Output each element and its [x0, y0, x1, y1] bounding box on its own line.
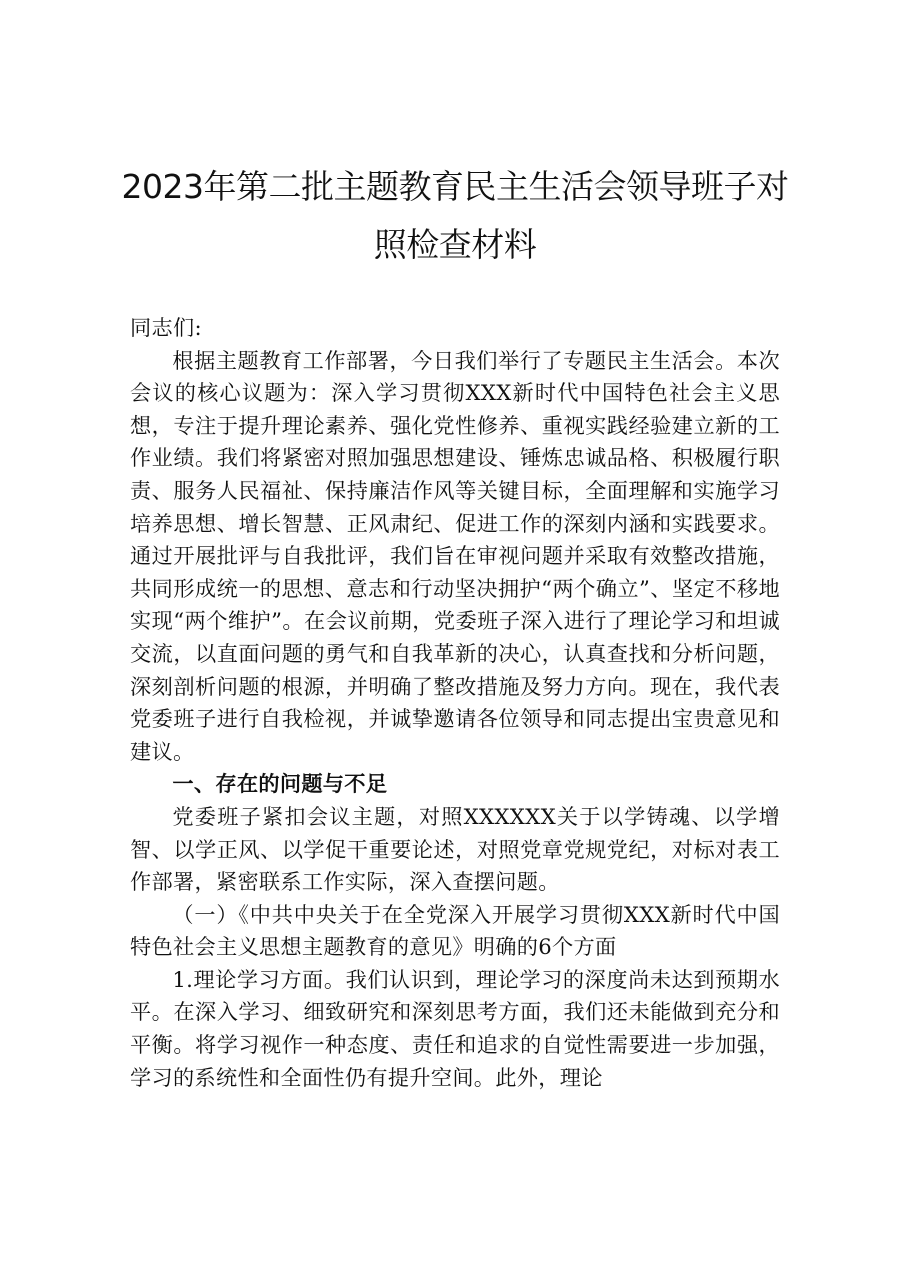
section-heading-problems: 一、存在的问题与不足: [172, 771, 388, 797]
salutation: 同志们:: [130, 315, 202, 340]
subsection-heading: （一）《中共中央关于在全党深入开展学习贯彻XXX新时代中国特色社会主义思想主题教育的意见》明确的6个方面: [130, 901, 780, 960]
document-body: [130, 312, 780, 1094]
intro-paragraph: 根据主题教育工作部署，今日我们举行了专题民主生活会。本次会议的核心议题为：深入学习贯彻XXX新时代中国特色社会主义思想，专注于提升理论素养、强化党性修养、重视实践经验建立新的工作业绩。我们将紧密对照加强思想建设、锤炼忠诚品格、积极履行职责、服务人民福祉、保持廉洁作风等关键目标，全面理解和实施学习培养思想、增长智慧、正风肃纪、促进工作的深刻内涵和实践要求。通过开展批评与自我批评，我们旨在审视问题并采取有效整改措施，共同形成统一的思想、意志和行动坚决拥护“两个确立”、坚定不移地实现“两个维护”。在会议前期，党委班子深入进行了理论学习和坦诚交流，以直面问题的勇气和自我革新的决心，认真查找和分析问题，深刻剖析问题的根源，并明确了整改措施及努力方向。现在，我代表党委班子进行自我检视，并诚挚邀请各位领导和同志提出宝贵意见和建议。: [130, 347, 780, 764]
section-paragraph: 党委班子紧扣会议主题，对照XXXXXX关于以学铸魂、以学增智、以学正风、以学促干重要论述，对照党章党规党纪，对标对表工作部署，紧密联系工作实际，深入查摆问题。: [130, 803, 780, 895]
document-title: 2023年第二批主题教育民主生活会领导班子对照检查材料: [121, 167, 789, 264]
item-paragraph-theory: 1.理论学习方面。我们认识到，理论学习的深度尚未达到预期水平。在深入学习、细致研究和深刻思考方面，我们还未能做到充分和平衡。将学习视作一种态度、责任和追求的自觉性需要进一步加强，学习的系统性和全面性仍有提升空间。此外，理论: [130, 966, 780, 1090]
